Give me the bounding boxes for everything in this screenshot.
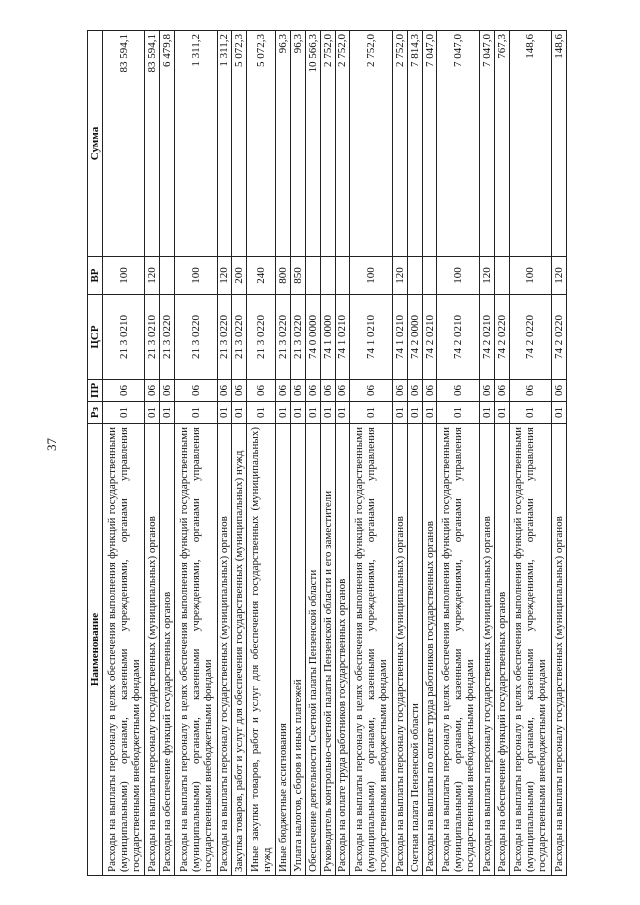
cell-name: Расходы на выплаты персоналу в целях обеспечения выполнения функций государственными (муниципальными) органами, казенными учреждениями, органами управления государственными внебюджетными фондами (103, 424, 145, 876)
cell-rz: 01 (175, 402, 217, 424)
cell-pr: 06 (551, 380, 566, 402)
cell-name: Расходы на обеспечение функций государственных органов (160, 424, 175, 876)
cell-rz: 01 (217, 402, 232, 424)
cell-vr: 100 (509, 257, 551, 295)
table-row (305, 31, 320, 876)
cell-pr: 06 (145, 380, 160, 402)
cell-vr: 100 (437, 257, 479, 295)
cell-sum: 96,3 (290, 31, 305, 257)
cell-name: Закупка товаров, работ и услуг для обеспечения государственных (муниципальных) нужд (232, 424, 247, 876)
cell-rz: 01 (479, 402, 494, 424)
cell-csr: 21 3 0210 (103, 295, 145, 380)
cell-sum: 96,3 (275, 31, 290, 257)
cell-rz: 01 (494, 402, 509, 424)
table-row (160, 31, 175, 876)
table-row (392, 31, 407, 876)
cell-rz: 01 (335, 402, 350, 424)
cell-name: Расходы на обеспечение функций государственных органов (494, 424, 509, 876)
cell-pr: 06 (479, 380, 494, 402)
cell-rz: 01 (145, 402, 160, 424)
table-row (494, 31, 509, 876)
cell-sum: 767,3 (494, 31, 509, 257)
cell-vr: 850 (290, 257, 305, 295)
cell-csr: 74 2 0220 (551, 295, 566, 380)
table-row (275, 31, 290, 876)
cell-sum: 7 047,0 (422, 31, 437, 257)
cell-rz: 01 (290, 402, 305, 424)
budget-table (87, 30, 567, 876)
cell-rz: 01 (247, 402, 276, 424)
cell-csr: 21 3 0220 (217, 295, 232, 380)
cell-name: Расходы на выплаты персоналу в целях обеспечения выполнения функций государственными (муниципальными) органами, казенными учреждениями, органами управления государственными внебюджетными фондами (509, 424, 551, 876)
cell-pr: 06 (247, 380, 276, 402)
cell-sum: 83 594,1 (103, 31, 145, 257)
header-name: Наименование (88, 424, 103, 876)
cell-sum: 5 072,3 (247, 31, 276, 257)
page-number: 37 (44, 438, 59, 451)
cell-vr (320, 257, 335, 295)
table-row (247, 31, 276, 876)
header-pr: ПР (88, 380, 103, 402)
table-row (232, 31, 247, 876)
cell-vr: 100 (103, 257, 145, 295)
cell-pr: 06 (422, 380, 437, 402)
cell-sum: 2 752,0 (392, 31, 407, 257)
table-row (175, 31, 217, 876)
cell-csr: 74 2 0000 (407, 295, 422, 380)
cell-vr (160, 257, 175, 295)
cell-sum: 2 752,0 (320, 31, 335, 257)
cell-vr (305, 257, 320, 295)
cell-pr: 06 (232, 380, 247, 402)
cell-pr: 06 (305, 380, 320, 402)
cell-rz: 01 (437, 402, 479, 424)
cell-name: Обеспечение деятельности Счетной палаты Пензенской области (305, 424, 320, 876)
cell-pr: 06 (103, 380, 145, 402)
cell-vr: 240 (247, 257, 276, 295)
cell-sum: 7 047,0 (437, 31, 479, 257)
cell-sum: 148,6 (509, 31, 551, 257)
table-row (103, 31, 145, 876)
table-row (290, 31, 305, 876)
cell-vr: 120 (551, 257, 566, 295)
cell-name: Расходы на выплаты персоналу в целях обеспечения выполнения функций государственными (муниципальными) органами, казенными учреждениями, органами управления государственными внебюджетными фондами (437, 424, 479, 876)
cell-name: Руководитель контрольно-счетной палаты Пензенской области и его заместители (320, 424, 335, 876)
cell-rz: 01 (320, 402, 335, 424)
cell-pr: 06 (350, 380, 392, 402)
cell-pr: 06 (290, 380, 305, 402)
cell-sum: 7 814,3 (407, 31, 422, 257)
header-csr: ЦСР (88, 295, 103, 380)
cell-name: Расходы на выплаты персоналу государственных (муниципальных) органов (145, 424, 160, 876)
cell-rz: 01 (275, 402, 290, 424)
cell-rz: 01 (407, 402, 422, 424)
cell-sum: 83 594,1 (145, 31, 160, 257)
cell-sum: 1 311,2 (175, 31, 217, 257)
cell-name: Расходы на выплаты персоналу в целях обеспечения выполнения функций государственными (муниципальными) органами, казенными учреждениями, органами управления государственными внебюджетными фондами (175, 424, 217, 876)
rotated-table-container (87, 31, 567, 876)
cell-vr: 120 (479, 257, 494, 295)
table-row (437, 31, 479, 876)
cell-name: Иные закупки товаров, работ и услуг для обеспечения государственных (муниципальных) нужд (247, 424, 276, 876)
table-row (217, 31, 232, 876)
cell-sum: 148,6 (551, 31, 566, 257)
cell-vr (335, 257, 350, 295)
cell-csr: 21 3 0220 (247, 295, 276, 380)
cell-rz: 01 (551, 402, 566, 424)
cell-csr: 21 3 0220 (175, 295, 217, 380)
cell-name: Расходы на выплаты персоналу государственных (муниципальных) органов (392, 424, 407, 876)
cell-csr: 21 3 0220 (275, 295, 290, 380)
cell-name: Расходы на выплаты персоналу в целях обеспечения выполнения функций государственными (муниципальными) органами, казенными учреждениями, органами управления государственными внебюджетными фондами (350, 424, 392, 876)
cell-csr: 74 1 0210 (335, 295, 350, 380)
cell-vr: 100 (175, 257, 217, 295)
cell-csr: 74 2 0220 (494, 295, 509, 380)
cell-rz: 01 (509, 402, 551, 424)
cell-pr: 06 (175, 380, 217, 402)
cell-name: Расходы на выплаты персоналу государственных (муниципальных) органов (217, 424, 232, 876)
cell-pr: 06 (335, 380, 350, 402)
table-row (320, 31, 335, 876)
cell-vr: 800 (275, 257, 290, 295)
cell-rz: 01 (103, 402, 145, 424)
cell-csr: 74 2 0210 (422, 295, 437, 380)
cell-vr (422, 257, 437, 295)
cell-name: Расходы на выплаты по оплате труда работников государственных органов (422, 424, 437, 876)
cell-csr: 74 1 0210 (392, 295, 407, 380)
cell-pr: 06 (217, 380, 232, 402)
cell-csr: 74 2 0220 (509, 295, 551, 380)
cell-pr: 06 (407, 380, 422, 402)
cell-vr (494, 257, 509, 295)
cell-vr: 120 (217, 257, 232, 295)
cell-rz: 01 (232, 402, 247, 424)
cell-pr: 06 (437, 380, 479, 402)
header-rz: Рз (88, 402, 103, 424)
cell-vr: 120 (392, 257, 407, 295)
cell-sum: 2 752,0 (350, 31, 392, 257)
cell-csr: 74 1 0210 (350, 295, 392, 380)
cell-sum: 7 047,0 (479, 31, 494, 257)
table-row (422, 31, 437, 876)
cell-pr: 06 (494, 380, 509, 402)
cell-rz: 01 (305, 402, 320, 424)
cell-pr: 06 (160, 380, 175, 402)
cell-vr: 100 (350, 257, 392, 295)
cell-sum: 10 566,3 (305, 31, 320, 257)
cell-vr: 120 (145, 257, 160, 295)
header-vr: ВР (88, 257, 103, 295)
cell-csr: 21 3 0220 (232, 295, 247, 380)
table-row (407, 31, 422, 876)
cell-csr: 74 2 0210 (437, 295, 479, 380)
cell-name: Расходы на выплаты персоналу государственных (муниципальных) органов (479, 424, 494, 876)
cell-sum: 6 479,8 (160, 31, 175, 257)
cell-pr: 06 (275, 380, 290, 402)
cell-csr: 21 3 0210 (145, 295, 160, 380)
cell-rz: 01 (392, 402, 407, 424)
cell-csr: 21 3 0220 (160, 295, 175, 380)
table-row (350, 31, 392, 876)
table-row (479, 31, 494, 876)
cell-rz: 01 (350, 402, 392, 424)
cell-pr: 06 (509, 380, 551, 402)
cell-vr (407, 257, 422, 295)
table-row (509, 31, 551, 876)
cell-name: Иные бюджетные ассигнования (275, 424, 290, 876)
cell-name: Расходы на оплате труда работников государственных органов (335, 424, 350, 876)
cell-csr: 74 0 0000 (305, 295, 320, 380)
cell-name: Расходы на выплаты персоналу государственных (муниципальных) органов (551, 424, 566, 876)
cell-pr: 06 (392, 380, 407, 402)
cell-csr: 74 1 0000 (320, 295, 335, 380)
cell-rz: 01 (160, 402, 175, 424)
table-row (145, 31, 160, 876)
cell-pr: 06 (320, 380, 335, 402)
table-row (551, 31, 566, 876)
cell-rz: 01 (422, 402, 437, 424)
table-row (335, 31, 350, 876)
cell-vr: 200 (232, 257, 247, 295)
cell-sum: 1 311,2 (217, 31, 232, 257)
cell-csr: 21 3 0220 (290, 295, 305, 380)
cell-sum: 5 072,3 (232, 31, 247, 257)
table-header-row (88, 31, 103, 876)
cell-sum: 2 752,0 (335, 31, 350, 257)
header-sum: Сумма (88, 31, 103, 257)
cell-name: Счетная палата Пензенской области (407, 424, 422, 876)
cell-name: Уплата налогов, сборов и иных платежей (290, 424, 305, 876)
cell-csr: 74 2 0210 (479, 295, 494, 380)
